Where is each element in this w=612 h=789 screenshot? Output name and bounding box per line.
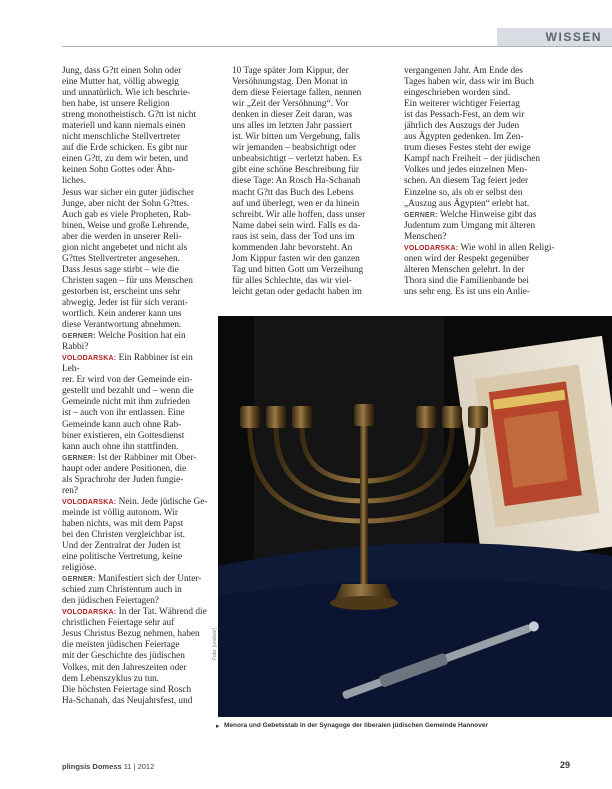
line-text: dem diese Feiertage fallen, nennen bbox=[232, 88, 362, 99]
line-text: Jesus Christus Bezug nehmen, haben bbox=[62, 629, 200, 640]
text-line bbox=[404, 232, 556, 243]
line-text: biner existieren, ein Gottesdienst bbox=[62, 430, 185, 441]
line-text: Nein. Jede jüdische Ge- bbox=[118, 496, 208, 507]
line-text: Jesus war sicher ein guter jüdischer bbox=[62, 187, 194, 198]
text-line bbox=[62, 696, 208, 707]
text-line bbox=[62, 331, 208, 353]
speaker-label: GERNER: bbox=[62, 454, 96, 462]
text-line bbox=[62, 618, 208, 629]
line-text: eingeschrieben worden sind. bbox=[404, 88, 511, 99]
text-line bbox=[62, 651, 208, 662]
line-text: und unnatürlich. Wie ich beschrie- bbox=[62, 88, 191, 99]
line-text: Welche Position hat ein Rabbi? bbox=[62, 331, 186, 353]
text-line bbox=[232, 210, 382, 221]
text-line bbox=[404, 188, 556, 199]
line-text: Ein weiterer wichtiger Feiertag bbox=[404, 99, 520, 110]
text-line bbox=[232, 199, 382, 210]
line-text: meinde ist völlig autonom. Wir bbox=[62, 507, 178, 518]
text-line bbox=[232, 143, 382, 154]
line-text: gibt eine schöne Beschreibung für bbox=[232, 165, 360, 176]
line-text: Thora sind die Familienbande bei bbox=[404, 275, 529, 286]
line-text: diese Verantwortung abnehmen. bbox=[62, 320, 182, 331]
text-line bbox=[404, 154, 556, 165]
text-line bbox=[62, 88, 208, 99]
speaker-label: GERNER: bbox=[404, 211, 438, 219]
line-text: nicht menschliche Stellvertreter bbox=[62, 132, 181, 143]
line-text: Tag und bitten Gott um Verzeihung bbox=[232, 264, 364, 275]
speaker-label: VOLODARSKA: bbox=[62, 498, 117, 506]
text-line bbox=[404, 254, 556, 265]
text-line bbox=[62, 320, 208, 331]
menorah-photo bbox=[218, 316, 612, 717]
line-text: ren? bbox=[62, 485, 78, 496]
text-line bbox=[62, 629, 208, 640]
line-text: schied zum Christentum auch in bbox=[62, 585, 182, 596]
line-text: Kampf nach Freiheit – der jüdischen bbox=[404, 154, 541, 165]
line-text: aus Ägypten gedenken. Im Zen- bbox=[404, 132, 524, 143]
text-line bbox=[232, 121, 382, 132]
line-text: Dass Jesus sage stirbt – wie die bbox=[62, 264, 179, 275]
line-text: Jom Kippur fasten wir den ganzen bbox=[232, 253, 360, 264]
line-text: uns alles im letzten Jahr passiert bbox=[232, 121, 353, 132]
line-text: Die höchsten Feiertage sind Rosch bbox=[62, 684, 192, 695]
line-text: Einzelne so, als ob er selbst den bbox=[404, 187, 523, 198]
text-line bbox=[62, 530, 208, 541]
text-line bbox=[232, 265, 382, 276]
text-line bbox=[62, 585, 208, 596]
line-text: Judentum zum Umgang mit älteren bbox=[404, 220, 536, 231]
text-line bbox=[404, 221, 556, 232]
text-line bbox=[62, 254, 208, 265]
line-text: eine Mutter hat, völlig abwegig bbox=[62, 77, 179, 88]
line-text: rer. Er wird von der Gemeinde ein- bbox=[62, 375, 193, 386]
line-text: haupt oder andere Positionen, die bbox=[62, 463, 187, 474]
line-text: macht G?tt das Buch des Lebens bbox=[232, 187, 354, 198]
line-text: Tages haben wir, dass wir im Buch bbox=[404, 77, 534, 88]
line-text: auf und überlegt, wen er da hinein bbox=[232, 198, 360, 209]
line-text: christlichen Feiertage sehr auf bbox=[62, 618, 175, 629]
line-text: haben nichts, was mit dem Papst bbox=[62, 518, 184, 529]
text-line bbox=[232, 254, 382, 265]
text-line bbox=[62, 188, 208, 199]
text-line bbox=[62, 99, 208, 110]
line-text: auf die Erde schicken. Es gibt nur bbox=[62, 143, 188, 154]
text-line bbox=[62, 508, 208, 519]
text-line bbox=[62, 66, 208, 77]
line-text: Name dabei sein wird. Falls es da- bbox=[232, 220, 361, 231]
line-text: älteren Menschen gelehrt. In der bbox=[404, 264, 525, 275]
text-line bbox=[62, 663, 208, 674]
text-line bbox=[62, 397, 208, 408]
text-line bbox=[232, 188, 382, 199]
text-line bbox=[62, 353, 208, 375]
text-line bbox=[232, 176, 382, 187]
line-text: wir jemanden – beabsichtigt oder bbox=[232, 143, 356, 154]
line-text: ist – auch von ihr entlassen. Eine bbox=[62, 408, 185, 419]
line-text: Versöhnungstag. Den Monat in bbox=[232, 77, 348, 88]
line-text: diese Tage: An Rosch Ha-Schanah bbox=[232, 176, 361, 187]
line-text: raus ist sein, dass der Tod uns im bbox=[232, 231, 355, 242]
text-line bbox=[232, 66, 382, 77]
line-text: religiöse. bbox=[62, 563, 97, 574]
text-line bbox=[62, 132, 208, 143]
line-text: wortlich. Kein anderer kann uns bbox=[62, 309, 182, 320]
text-line bbox=[232, 110, 382, 121]
text-line bbox=[404, 99, 556, 110]
line-text: Junge, aber nicht der Sohn G?ttes. bbox=[62, 198, 190, 209]
text-line bbox=[404, 243, 556, 254]
line-text: Volkes, mit den Jahreszeiten oder bbox=[62, 662, 187, 673]
top-rule bbox=[62, 46, 612, 47]
line-text: Ist der Rabbiner mit Ober- bbox=[98, 452, 197, 463]
text-line bbox=[62, 519, 208, 530]
line-text: Wie wohl in allen Religi- bbox=[460, 242, 555, 253]
text-line bbox=[62, 574, 208, 585]
photo-caption: Menora und Gebetsstab in der Synagoge der liberalen jüdischen Gemeinde Hannover bbox=[224, 722, 489, 729]
line-text: G?ttes Stellvertreter angesehen. bbox=[62, 253, 180, 264]
line-text: als Sprachrohr der Juden fungie- bbox=[62, 474, 184, 485]
line-text: kann auch ohne ihn stattfinden. bbox=[62, 441, 179, 452]
line-text: unbeabsichtigt – verletzt haben. Es bbox=[232, 154, 362, 165]
text-line bbox=[62, 431, 208, 442]
line-text: Jung, dass G?tt einen Sohn oder bbox=[62, 66, 182, 76]
text-line bbox=[232, 276, 382, 287]
text-line bbox=[62, 563, 208, 574]
text-line bbox=[62, 199, 208, 210]
text-line bbox=[62, 640, 208, 651]
line-text: Ein Rabbiner ist ein Leh- bbox=[62, 353, 193, 375]
footer-magazine-name: plingsis Domess bbox=[62, 762, 122, 771]
text-line bbox=[232, 287, 382, 298]
text-line bbox=[62, 464, 208, 475]
line-text: 10 Tage später Jom Kippur, der bbox=[232, 66, 349, 76]
text-line bbox=[62, 276, 208, 287]
text-column-1 bbox=[62, 66, 208, 707]
text-line bbox=[62, 674, 208, 685]
line-text: Gemeinde nicht mit ihm zufrieden bbox=[62, 397, 191, 408]
text-line bbox=[404, 110, 556, 121]
text-line bbox=[62, 121, 208, 132]
text-line bbox=[404, 165, 556, 176]
text-line bbox=[62, 309, 208, 320]
text-line bbox=[62, 298, 208, 309]
line-text: Menschen? bbox=[404, 231, 447, 242]
text-line bbox=[232, 221, 382, 232]
text-line bbox=[404, 66, 556, 77]
line-text: gestellt und bezahlt und – wenn die bbox=[62, 386, 194, 397]
text-line bbox=[232, 232, 382, 243]
text-line bbox=[62, 154, 208, 165]
line-text: Gemeinde kann auch ohne Rab- bbox=[62, 419, 182, 430]
text-line bbox=[62, 243, 208, 254]
text-line bbox=[232, 154, 382, 165]
text-line bbox=[404, 77, 556, 88]
text-line bbox=[62, 541, 208, 552]
speaker-label: VOLODARSKA: bbox=[62, 355, 117, 363]
line-text: materiell und kann niemals einen bbox=[62, 121, 186, 132]
text-line bbox=[404, 199, 556, 210]
line-text: die meisten jüdischen Feiertage bbox=[62, 640, 180, 651]
line-text: Auch gab es viele Propheten, Rab- bbox=[62, 209, 192, 220]
text-line bbox=[62, 552, 208, 563]
line-text: abwegig. Jeder ist für sich verant- bbox=[62, 297, 188, 308]
text-column-2 bbox=[232, 66, 382, 298]
text-line bbox=[404, 276, 556, 287]
text-line bbox=[62, 287, 208, 298]
text-line bbox=[62, 221, 208, 232]
text-line bbox=[404, 287, 556, 298]
line-text: vergangenen Jahr. Am Ende des bbox=[404, 66, 523, 76]
text-line bbox=[232, 165, 382, 176]
text-line bbox=[404, 265, 556, 276]
text-line bbox=[404, 143, 556, 154]
line-text: ben habe, ist unsere Religion bbox=[62, 99, 170, 110]
line-text: „Auszug aus Ägypten“ erlebt hat. bbox=[404, 198, 530, 209]
text-line bbox=[404, 210, 556, 221]
photo-credit: Foto: [unclear] bbox=[212, 628, 218, 660]
line-text: gestorben ist, erscheint uns sehr bbox=[62, 286, 181, 297]
text-column-3 bbox=[404, 66, 556, 298]
text-line bbox=[62, 165, 208, 176]
line-text: In der Tat. Während die bbox=[118, 607, 207, 618]
text-line bbox=[62, 442, 208, 453]
line-text: leicht getan oder gedacht haben im bbox=[232, 286, 362, 297]
text-line bbox=[62, 408, 208, 419]
line-text: Und der Zentralrat der Juden ist bbox=[62, 541, 181, 552]
speaker-label: GERNER: bbox=[62, 576, 96, 584]
speaker-label: VOLODARSKA: bbox=[62, 609, 117, 617]
line-text: Christen sagen – für uns Menschen bbox=[62, 275, 193, 286]
line-text: kommenden Jahr bevorsteht. An bbox=[232, 242, 353, 253]
line-text: aber die werden in unserer Reli- bbox=[62, 231, 182, 242]
text-line bbox=[404, 88, 556, 99]
text-line bbox=[62, 596, 208, 607]
line-text: dem Lebenszyklus zu tun. bbox=[62, 673, 160, 684]
text-line bbox=[404, 121, 556, 132]
text-line bbox=[62, 420, 208, 431]
line-text: einen G?tt, zu dem wir beten, und bbox=[62, 154, 188, 165]
line-text: uns sehr eng. Es ist uns ein Anlie- bbox=[404, 286, 531, 297]
line-text: keinen Sohn Gottes oder Ähn- bbox=[62, 165, 176, 176]
line-text: mit der Geschichte des jüdischen bbox=[62, 651, 185, 662]
text-line bbox=[62, 607, 208, 618]
line-text: den jüdischen Feiertagen? bbox=[62, 596, 160, 607]
line-text: Ha-Schanah, das Neujahrsfest, und bbox=[62, 695, 193, 706]
line-text: streng monotheistisch. G?tt ist nicht bbox=[62, 110, 197, 121]
text-line bbox=[404, 132, 556, 143]
text-line bbox=[62, 265, 208, 276]
text-line bbox=[62, 110, 208, 121]
line-text: schen. An diesem Tag feiert jeder bbox=[404, 176, 529, 187]
text-line bbox=[62, 685, 208, 696]
caption-arrow-icon: ▸ bbox=[216, 723, 220, 730]
line-text: jährlich des Auszugs der Juden bbox=[404, 121, 520, 132]
text-line bbox=[62, 210, 208, 221]
text-line bbox=[232, 132, 382, 143]
photo-caption-bar bbox=[216, 719, 612, 732]
text-line bbox=[232, 77, 382, 88]
page-number: 29 bbox=[559, 760, 570, 770]
speaker-label: GERNER: bbox=[62, 333, 96, 341]
text-line bbox=[62, 486, 208, 497]
line-text: trum dieses Festes steht der ewige bbox=[404, 143, 531, 154]
text-line bbox=[62, 143, 208, 154]
speaker-label: VOLODARSKA: bbox=[404, 244, 459, 252]
text-line bbox=[404, 176, 556, 187]
footer-publication bbox=[62, 762, 154, 771]
text-line bbox=[62, 453, 208, 464]
text-line bbox=[62, 176, 208, 187]
line-text: wir „Zeit der Versöhnung“. Vor bbox=[232, 99, 349, 110]
line-text: eine politische Vertretung, keine bbox=[62, 552, 183, 563]
line-text: bei den Christen vergleichbar ist. bbox=[62, 529, 185, 540]
text-line bbox=[232, 99, 382, 110]
line-text: onen wird der Respekt gegenüber bbox=[404, 253, 529, 264]
line-text: ist das Pessach-Fest, an dem wir bbox=[404, 110, 525, 121]
text-line bbox=[62, 77, 208, 88]
line-text: Manifestiert sich der Unter- bbox=[98, 574, 202, 585]
text-line bbox=[62, 232, 208, 243]
text-line bbox=[62, 375, 208, 386]
line-text: für alles Schlechte, das wir viel- bbox=[232, 275, 352, 286]
line-text: ist. Wir bitten um Vergebung, falls bbox=[232, 132, 360, 143]
text-line bbox=[232, 88, 382, 99]
line-text: binen, Weise und große Lehrende, bbox=[62, 220, 190, 231]
line-text: Welche Hinweise gibt das bbox=[439, 209, 537, 220]
line-text: schreibt. Wir alle hoffen, dass unser bbox=[232, 209, 366, 220]
line-text: liches. bbox=[62, 176, 87, 187]
line-text: denken in dieser Zeit daran, was bbox=[232, 110, 353, 121]
menorah-illustration bbox=[218, 316, 612, 717]
text-line bbox=[62, 475, 208, 486]
text-line bbox=[62, 497, 208, 508]
section-tab: WISSEN bbox=[497, 28, 612, 46]
line-text: gion nicht angebetet und nicht als bbox=[62, 242, 188, 253]
text-line bbox=[62, 386, 208, 397]
text-line bbox=[232, 243, 382, 254]
line-text: Volkes und jedes einzelnen Men- bbox=[404, 165, 528, 176]
footer-issue: 11 | 2012 bbox=[121, 762, 155, 771]
